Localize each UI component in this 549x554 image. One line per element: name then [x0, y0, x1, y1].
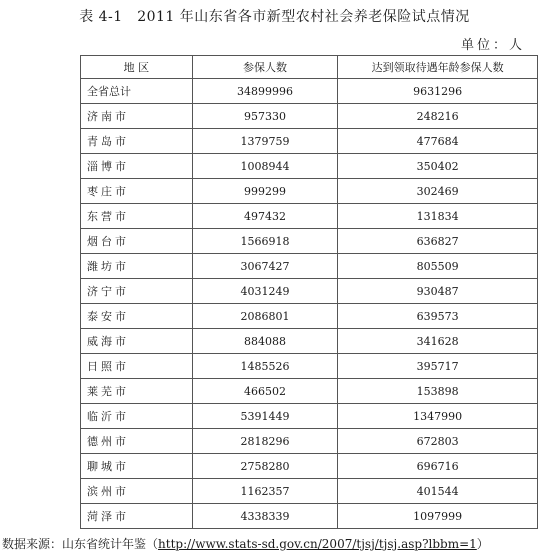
table-body [81, 79, 538, 529]
cell-region: 滨州市 [81, 479, 193, 504]
table-title: 表 4-1 2011 年山东省各市新型农村社会养老保险试点情况 [79, 9, 470, 25]
cell-insured: 497432 [192, 204, 337, 229]
cell-eligible: 131834 [338, 204, 538, 229]
source-link[interactable]: http://www.stats-sd.gov.cn/2007/tjsj/tjsj.asp?lbbm=1 [158, 537, 477, 551]
table-row [81, 429, 538, 454]
cell-region: 德州市 [81, 429, 193, 454]
cell-insured: 4031249 [192, 279, 337, 304]
cell-region: 日照市 [81, 354, 193, 379]
cell-region: 菏泽市 [81, 504, 193, 529]
cell-region: 全省总计 [81, 79, 193, 104]
cell-region: 济宁市 [81, 279, 193, 304]
pension-table [80, 55, 538, 529]
cell-region: 济南市 [81, 104, 193, 129]
cell-eligible: 395717 [338, 354, 538, 379]
cell-insured: 3067427 [192, 254, 337, 279]
cell-eligible: 9631296 [338, 79, 538, 104]
table-row [81, 304, 538, 329]
table-row [81, 79, 538, 104]
table-header-row [81, 56, 538, 79]
cell-region: 淄博市 [81, 154, 193, 179]
table-row [81, 154, 538, 179]
cell-region: 泰安市 [81, 304, 193, 329]
cell-eligible: 401544 [338, 479, 538, 504]
table-row [81, 204, 538, 229]
cell-region: 东营市 [81, 204, 193, 229]
table-row [81, 179, 538, 204]
table-row [81, 329, 538, 354]
cell-insured: 884088 [192, 329, 337, 354]
cell-eligible: 672803 [338, 429, 538, 454]
cell-eligible: 477684 [338, 129, 538, 154]
table-row [81, 354, 538, 379]
cell-region: 聊城市 [81, 454, 193, 479]
table-row [81, 279, 538, 304]
cell-region: 青岛市 [81, 129, 193, 154]
cell-eligible: 1347990 [338, 404, 538, 429]
table-row [81, 454, 538, 479]
cell-region: 威海市 [81, 329, 193, 354]
table-row [81, 129, 538, 154]
cell-insured: 2818296 [192, 429, 337, 454]
cell-insured: 466502 [192, 379, 337, 404]
cell-eligible: 639573 [338, 304, 538, 329]
cell-insured: 5391449 [192, 404, 337, 429]
cell-insured: 1008944 [192, 154, 337, 179]
cell-region: 烟台市 [81, 229, 193, 254]
cell-insured: 1485526 [192, 354, 337, 379]
cell-insured: 34899996 [192, 79, 337, 104]
cell-insured: 999299 [192, 179, 337, 204]
cell-insured: 1566918 [192, 229, 337, 254]
cell-insured: 2086801 [192, 304, 337, 329]
cell-eligible: 1097999 [338, 504, 538, 529]
cell-eligible: 696716 [338, 454, 538, 479]
cell-insured: 4338339 [192, 504, 337, 529]
cell-region: 枣庄市 [81, 179, 193, 204]
table-row [81, 229, 538, 254]
cell-region: 莱芜市 [81, 379, 193, 404]
cell-insured: 957330 [192, 104, 337, 129]
source-prefix: 数据来源：山东省统计年鉴（ [2, 537, 159, 551]
cell-region: 临沂市 [81, 404, 193, 429]
table-row [81, 404, 538, 429]
table-row [81, 504, 538, 529]
cell-eligible: 636827 [338, 229, 538, 254]
cell-insured: 2758280 [192, 454, 337, 479]
table-row [81, 104, 538, 129]
cell-eligible: 805509 [338, 254, 538, 279]
cell-eligible: 248216 [338, 104, 538, 129]
cell-eligible: 930487 [338, 279, 538, 304]
table-row [81, 479, 538, 504]
source-note [2, 535, 489, 552]
cell-region: 潍坊市 [81, 254, 193, 279]
cell-insured: 1379759 [192, 129, 337, 154]
header-region: 地 区 [81, 56, 193, 79]
table-row [81, 254, 538, 279]
cell-eligible: 302469 [338, 179, 538, 204]
cell-insured: 1162357 [192, 479, 337, 504]
cell-eligible: 153898 [338, 379, 538, 404]
source-suffix: ） [476, 537, 489, 551]
cell-eligible: 350402 [338, 154, 538, 179]
header-eligible: 达到领取待遇年龄参保人数 [338, 56, 538, 79]
header-insured: 参保人数 [192, 56, 337, 79]
cell-eligible: 341628 [338, 329, 538, 354]
unit-label: 单位：人 [460, 38, 525, 53]
table-row [81, 379, 538, 404]
